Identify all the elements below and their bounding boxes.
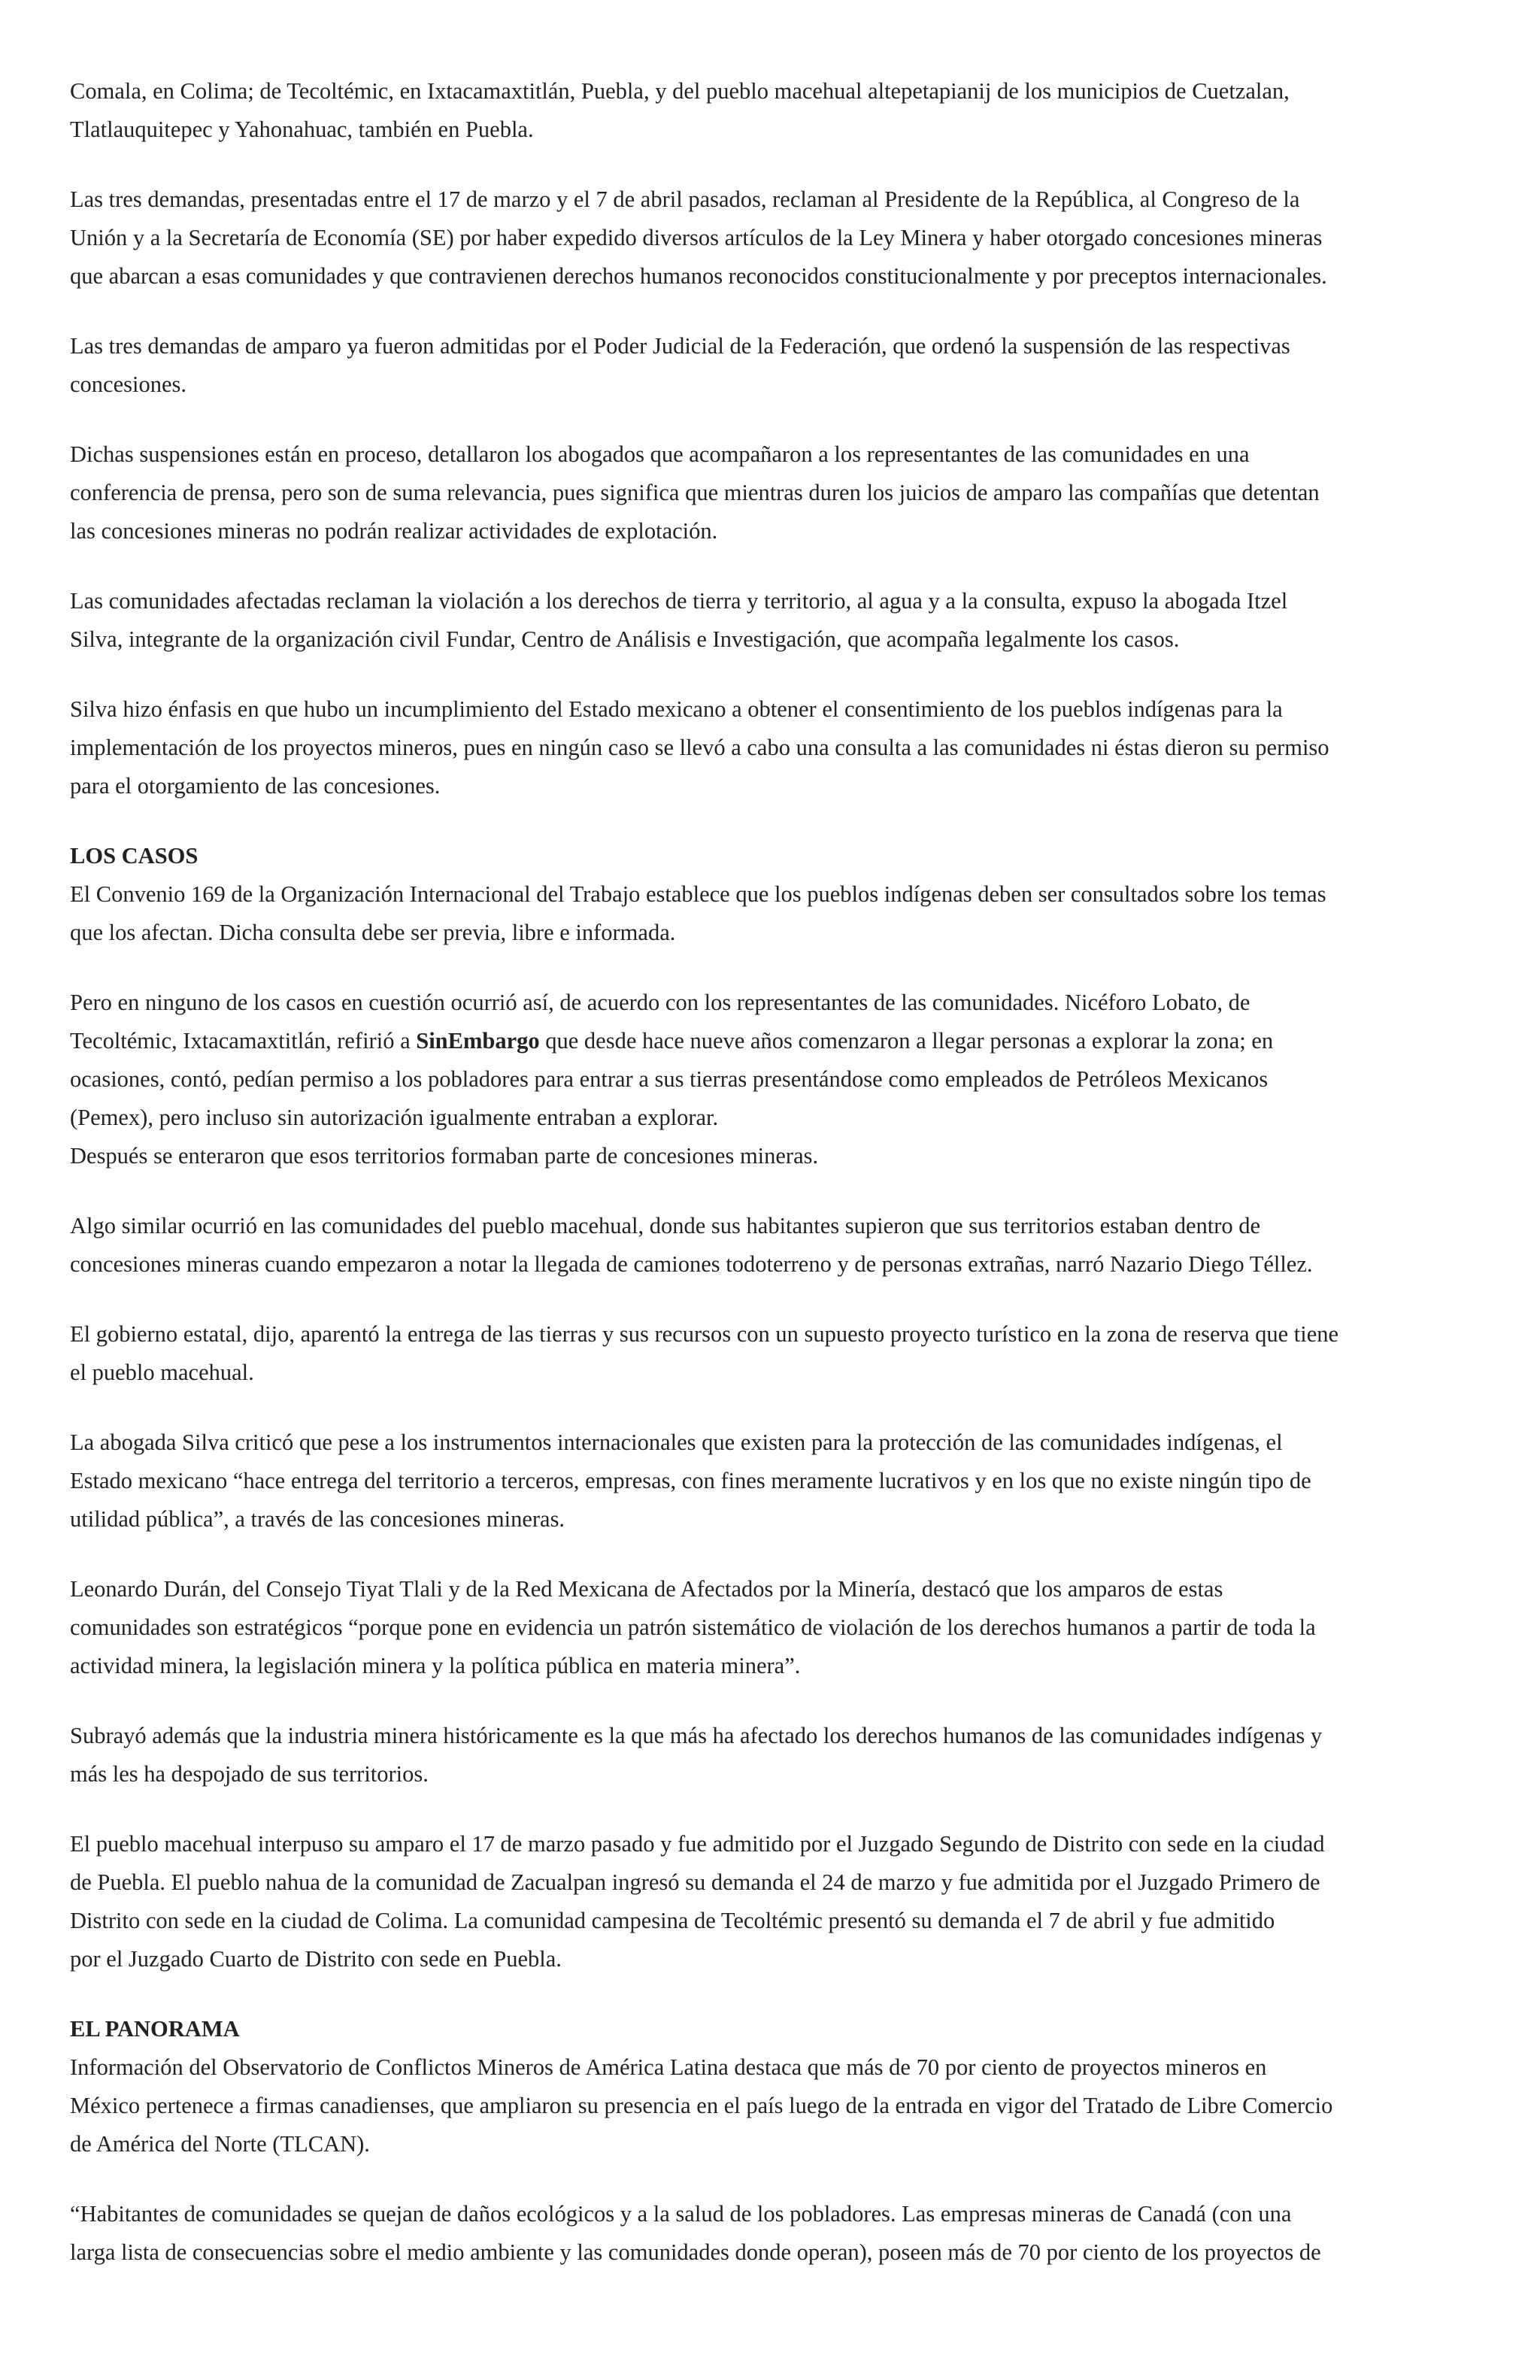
text-line: que los afectan. Dicha consulta debe ser previa, libre e informada. <box>70 920 676 945</box>
text-line: más les ha despojado de sus territorios. <box>70 1761 429 1787</box>
paragraph <box>70 180 1469 296</box>
text-line: concesiones. <box>70 371 186 397</box>
text-line: larga lista de consecuencias sobre el medio ambiente y las comunidades donde operan), poseen más de 70 por ciento de los proyectos de <box>70 2239 1321 2265</box>
text-line: Algo similar ocurrió en las comunidades del pueblo macehual, donde sus habitantes supieron que sus territorios estaban dentro de <box>70 1213 1261 1239</box>
paragraph <box>70 435 1469 550</box>
paragraph <box>70 1570 1469 1685</box>
paragraph <box>70 984 1469 1175</box>
text-line: comunidades son estratégicos “porque pone en evidencia un patrón sistemático de violación de los derechos humanos a partir de toda la <box>70 1614 1316 1640</box>
paragraph <box>70 327 1469 404</box>
text-line: conferencia de prensa, pero son de suma relevancia, pues significa que mientras duren los juicios de amparo las compañías que detentan <box>70 480 1320 505</box>
paragraph <box>70 582 1469 659</box>
text-line: Las tres demandas, presentadas entre el 17 de marzo y el 7 de abril pasados, reclaman al Presidente de la República, al Congreso de la <box>70 186 1300 212</box>
paragraph <box>70 1717 1469 1793</box>
text-line: Unión y a la Secretaría de Economía (SE) por haber expedido diversos artículos de la Ley Minera y haber otorgado concesiones mineras <box>70 225 1323 250</box>
text-line: Las comunidades afectadas reclaman la violación a los derechos de tierra y territorio, al agua y a la consulta, expuso la abogada Itzel <box>70 588 1288 614</box>
text-line: concesiones mineras cuando empezaron a notar la llegada de camiones todoterreno y de personas extrañas, narró Nazario Diego Téllez. <box>70 1251 1313 1277</box>
text-segment: que desde hace nueve años comenzaron a llegar personas a explorar la zona; en <box>539 1028 1274 1054</box>
paragraph <box>70 1423 1469 1539</box>
text-line: implementación de los proyectos mineros, pues en ningún caso se llevó a cabo una consulta a las comunidades ni éstas dieron su permiso <box>70 735 1329 760</box>
text-line: El gobierno estatal, dijo, aparentó la entrega de las tierras y sus recursos con un supuesto proyecto turístico en la zona de reserva que tiene <box>70 1321 1339 1347</box>
paragraph <box>70 1315 1469 1392</box>
article-body <box>70 72 1469 2303</box>
paragraph <box>70 2195 1469 2272</box>
text-line: Comala, en Colima; de Tecoltémic, en Ixtacamaxtitlán, Puebla, y del pueblo macehual altepetapianij de los municipios de Cuetzalan, <box>70 78 1290 104</box>
text-line: Tlatlauquitepec y Yahonahuac, también en Puebla. <box>70 117 534 142</box>
publication-name: SinEmbargo <box>416 1028 540 1054</box>
paragraph <box>70 72 1469 149</box>
text-segment: Tecoltémic, Ixtacamaxtitlán, refirió a <box>70 1028 417 1054</box>
paragraph <box>70 1825 1469 1978</box>
text-line: Silva hizo énfasis en que hubo un incumplimiento del Estado mexicano a obtener el consentimiento de los pueblos indígenas para la <box>70 696 1283 722</box>
text-line <box>70 1022 1469 1060</box>
text-line: Las tres demandas de amparo ya fueron admitidas por el Poder Judicial de la Federación, que ordenó la suspensión de las respectivas <box>70 333 1290 359</box>
text-line: utilidad pública”, a través de las concesiones mineras. <box>70 1506 565 1532</box>
text-line: Dichas suspensiones están en proceso, detallaron los abogados que acompañaron a los representantes de las comunidades en una <box>70 441 1250 467</box>
text-line: “Habitantes de comunidades se quejan de daños ecológicos y a la salud de los pobladores. Las empresas mineras de Canadá (con una <box>70 2201 1292 2227</box>
text-line: Estado mexicano “hace entrega del territorio a terceros, empresas, con fines meramente lucrativos y en los que no existe ningún tipo de <box>70 1468 1311 1493</box>
text-line: de América del Norte (TLCAN). <box>70 2131 370 2157</box>
section-heading: LOS CASOS <box>70 843 199 869</box>
text-line: que abarcan a esas comunidades y que contravienen derechos humanos reconocidos constitucionalmente y por preceptos internacionales. <box>70 263 1327 289</box>
text-line: (Pemex), pero incluso sin autorización igualmente entraban a explorar. <box>70 1105 719 1130</box>
text-line: Silva, integrante de la organización civil Fundar, Centro de Análisis e Investigación, que acompaña legalmente los casos. <box>70 626 1180 652</box>
text-line: Después se enteraron que esos territorios formaban parte de concesiones mineras. <box>70 1143 819 1169</box>
text-line: Leonardo Durán, del Consejo Tiyat Tlali y de la Red Mexicana de Afectados por la Minería, destacó que los amparos de estas <box>70 1576 1223 1602</box>
text-line: por el Juzgado Cuarto de Distrito con sede en Puebla. <box>70 1946 562 1972</box>
text-line: Subrayó además que la industria minera históricamente es la que más ha afectado los derechos humanos de las comunidades indígenas y <box>70 1723 1323 1748</box>
text-line: las concesiones mineras no podrán realizar actividades de explotación. <box>70 518 718 544</box>
text-line: actividad minera, la legislación minera y la política pública en materia minera”. <box>70 1653 801 1678</box>
text-line: el pueblo macehual. <box>70 1360 254 1385</box>
text-line: ocasiones, contó, pedían permiso a los pobladores para entrar a sus tierras presentándose como empleados de Petróleos Mexicanos <box>70 1066 1269 1092</box>
text-line: México pertenece a firmas canadienses, que ampliaron su presencia en el país luego de la entrada en vigor del Tratado de Libre Comercio <box>70 2093 1333 2118</box>
paragraph <box>70 1207 1469 1284</box>
text-line: La abogada Silva criticó que pese a los instrumentos internacionales que existen para la protección de las comunidades indígenas, el <box>70 1430 1283 1455</box>
paragraph <box>70 690 1469 805</box>
section-el-panorama <box>70 2010 1469 2163</box>
section-los-casos <box>70 837 1469 952</box>
text-line: El Convenio 169 de la Organización Internacional del Trabajo establece que los pueblos indígenas deben ser consultados sobre los temas <box>70 881 1326 907</box>
text-line: El pueblo macehual interpuso su amparo el 17 de marzo pasado y fue admitido por el Juzgado Segundo de Distrito con sede en la ciudad <box>70 1831 1325 1857</box>
text-line: de Puebla. El pueblo nahua de la comunidad de Zacualpan ingresó su demanda el 24 de marzo y fue admitida por el Juzgado Primero de <box>70 1869 1320 1895</box>
section-heading: EL PANORAMA <box>70 2016 240 2042</box>
text-line: Pero en ninguno de los casos en cuestión ocurrió así, de acuerdo con los representantes de las comunidades. Nicéforo Lobato, de <box>70 990 1250 1015</box>
text-line: Distrito con sede en la ciudad de Colima. La comunidad campesina de Tecoltémic presentó su demanda el 7 de abril y fue admitido <box>70 1908 1275 1933</box>
text-line: Información del Observatorio de Conflictos Mineros de América Latina destaca que más de 70 por ciento de proyectos mineros en <box>70 2054 1267 2080</box>
text-line: para el otorgamiento de las concesiones. <box>70 773 441 799</box>
